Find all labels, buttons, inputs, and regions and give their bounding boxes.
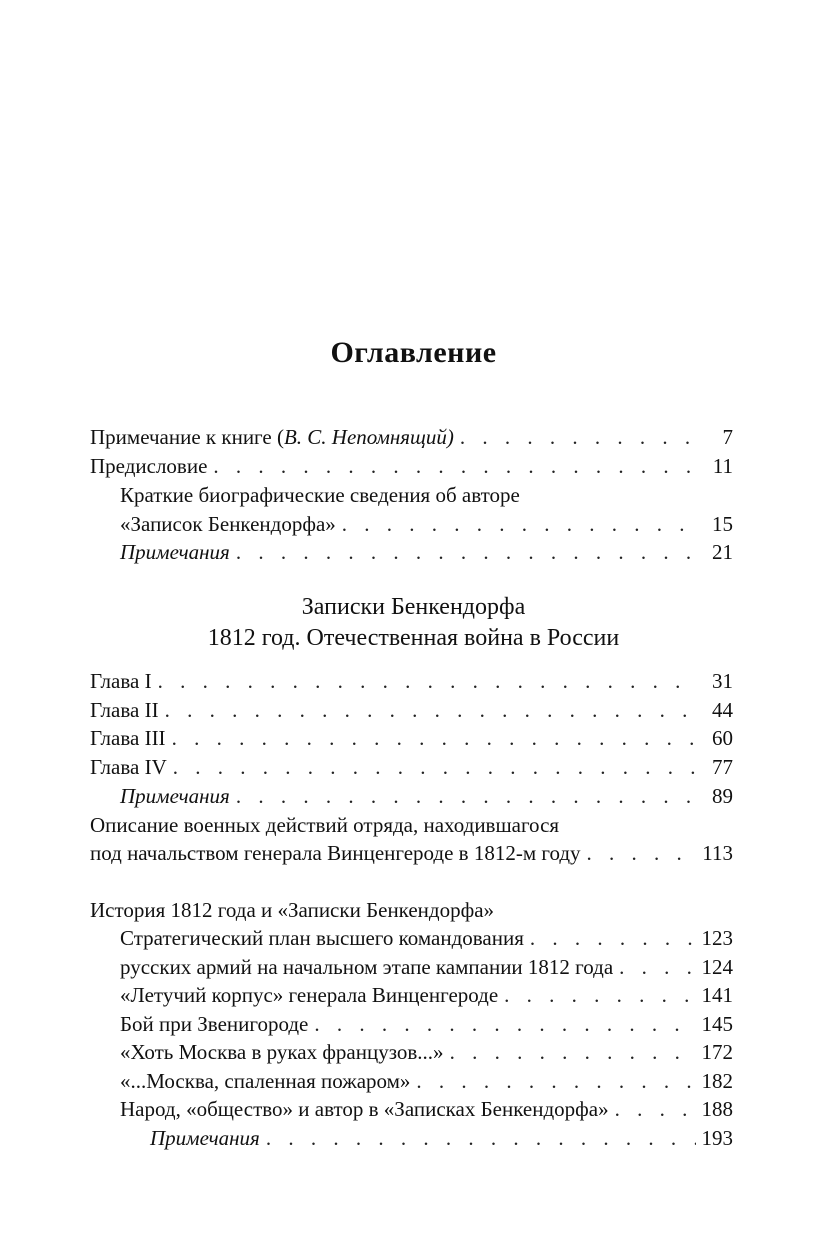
toc-entry-label: «...Москва, спаленная пожаром» (120, 1069, 411, 1093)
toc-leader-dots (619, 955, 695, 980)
toc-leader-dots (615, 1097, 696, 1122)
toc-entry-label: «Хоть Москва в руках французов...» (120, 1040, 444, 1064)
toc-entry-article[interactable] (120, 1012, 733, 1042)
toc-leader-dots (173, 755, 697, 780)
toc-entry-label: Глава III (90, 726, 166, 750)
toc-leader-dots (172, 726, 697, 751)
toc-entry-page: 21 (712, 540, 733, 564)
toc-entry-notes[interactable] (120, 540, 733, 570)
toc-entry-page: 7 (722, 425, 733, 449)
toc-leader-dots (165, 698, 697, 723)
toc-leader-dots (530, 926, 696, 951)
toc-entry-label: Примечание к книге (В. С. Непомнящий) (90, 425, 454, 449)
toc-leader-dots (236, 540, 697, 565)
toc-entry-chapter[interactable] (90, 698, 733, 728)
toc-entry-page: 141 (701, 983, 733, 1007)
toc-entry-description[interactable] (90, 841, 733, 871)
toc-entry-chapter[interactable] (90, 669, 733, 699)
toc-entry-page: 77 (712, 755, 733, 779)
toc-leader-dots (213, 454, 697, 479)
toc-section-heading: История 1812 года и «Записки Бенкендорфа» (90, 898, 495, 922)
toc-entry-page: 124 (701, 955, 733, 979)
toc-entry-page: 31 (712, 669, 733, 693)
toc-entry-book-note[interactable] (90, 425, 733, 455)
toc-entry-notes[interactable] (120, 784, 733, 814)
section-subtitle: 1812 год. Отечественная война в России (207, 625, 620, 651)
toc-leader-dots (460, 425, 697, 450)
toc-leader-dots (587, 841, 697, 866)
page-title: Оглавление (330, 336, 497, 369)
toc-entry-label: «Записок Бенкендорфа» (120, 512, 336, 536)
toc-entry-label: Примечания (120, 784, 230, 808)
toc-entry-page: 89 (712, 784, 733, 808)
toc-leader-dots (504, 983, 695, 1008)
toc-leader-dots (416, 1069, 695, 1094)
toc-entry-preface[interactable] (90, 454, 733, 484)
toc-entry-page: 145 (701, 1012, 733, 1036)
toc-entry-label: «Летучий корпус» генерала Винценгероде (120, 983, 499, 1007)
section-title: Записки Бенкендорфа (301, 594, 526, 620)
toc-entry-author: В. С. Непомнящий) (283, 425, 454, 449)
toc-leader-dots (342, 512, 697, 537)
toc-entry-label: русских армий на начальном этапе кампании 1812 года (120, 955, 614, 979)
toc-entry-article[interactable] (120, 1069, 733, 1099)
toc-entry-page: 123 (701, 926, 733, 950)
toc-entry-page: 172 (701, 1040, 733, 1064)
toc-entry-page: 11 (712, 454, 733, 478)
toc-entry-label: Глава II (90, 698, 159, 722)
toc-entry-line: Краткие биографические сведения об авторе (120, 483, 520, 507)
toc-entry-label: Глава I (90, 669, 152, 693)
toc-entry-chapter[interactable] (90, 755, 733, 785)
toc-entry-line: Описание военных действий отряда, находившагося (90, 813, 560, 837)
toc-entry-page: 182 (701, 1069, 733, 1093)
toc-entry-article[interactable] (120, 926, 733, 956)
toc-entry-label: Предисловие (90, 454, 208, 478)
toc-entry-chapter[interactable] (90, 726, 733, 756)
toc-entry-label: под начальством генерала Винценгероде в 1812-м году (90, 841, 581, 865)
toc-entry-label: Глава IV (90, 755, 167, 779)
toc-entry-label: Стратегический план высшего командования (120, 926, 524, 950)
toc-entry-page: 15 (712, 512, 733, 536)
toc-leader-dots (314, 1012, 695, 1037)
toc-entry-article[interactable] (120, 1097, 733, 1127)
toc-entry-notes[interactable] (150, 1126, 733, 1156)
toc-entry-page: 60 (712, 726, 733, 750)
toc-entry-label: Бой при Звенигороде (120, 1012, 309, 1036)
toc-entry-label: Народ, «общество» и автор в «Записках Бенкендорфа» (120, 1097, 609, 1121)
toc-entry-bio[interactable] (120, 512, 733, 542)
toc-entry-article[interactable] (120, 983, 733, 1013)
toc-leader-dots (158, 669, 697, 694)
toc-leader-dots (450, 1040, 696, 1065)
toc-leader-dots (236, 784, 697, 809)
toc-entry-article[interactable] (120, 955, 733, 985)
toc-entry-page: 113 (702, 841, 733, 865)
toc-entry-label: Примечания (120, 540, 230, 564)
toc-leader-dots (266, 1126, 696, 1151)
toc-entry-page: 44 (712, 698, 733, 722)
toc-entry-article[interactable] (120, 1040, 733, 1070)
toc-entry-label: Примечания (150, 1126, 260, 1150)
toc-entry-page: 188 (701, 1097, 733, 1121)
toc-entry-page: 193 (701, 1126, 733, 1150)
